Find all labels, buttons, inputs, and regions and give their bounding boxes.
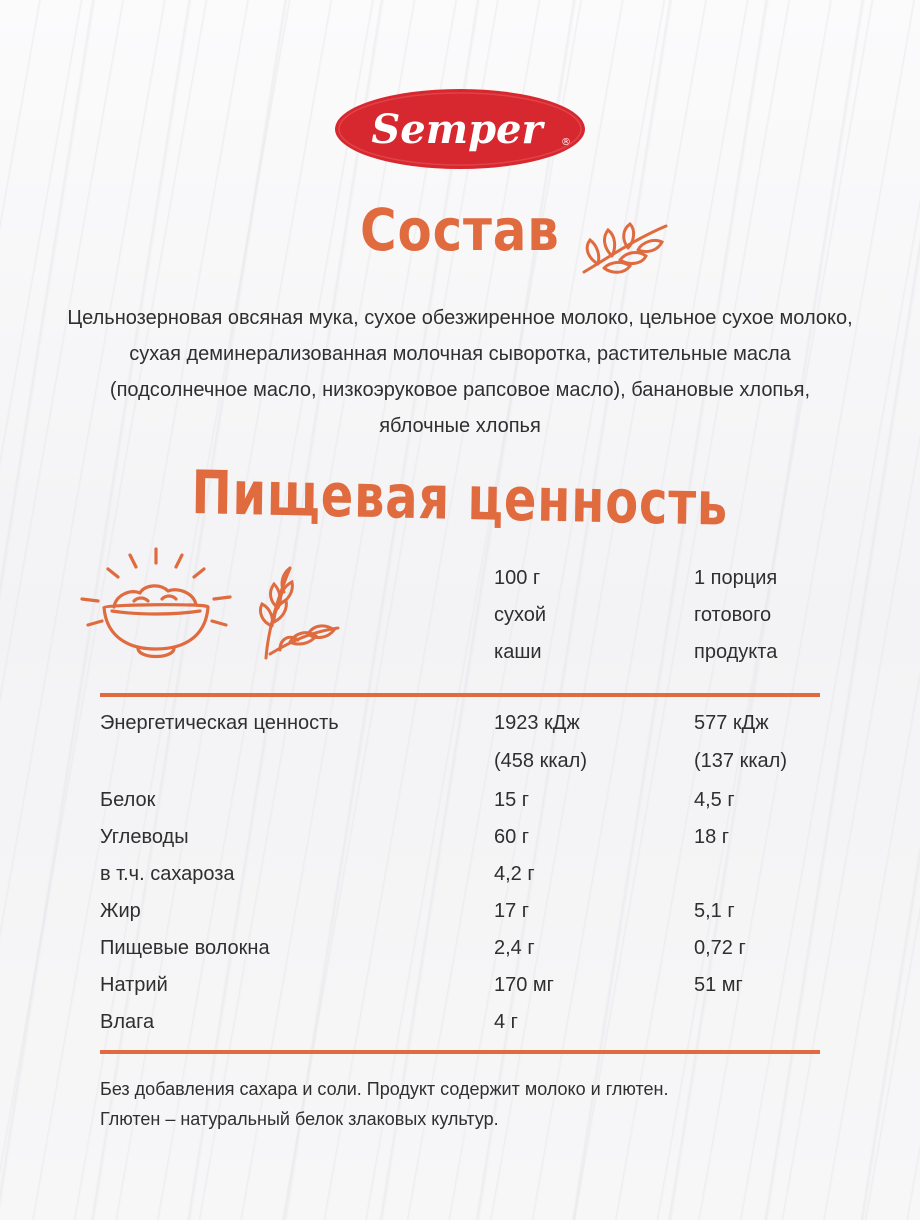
nutrient-value-dry: 4 г <box>494 1011 518 1033</box>
nutrient-value-portion: 51 мг <box>694 974 743 996</box>
nutrient-name: Жир <box>100 900 141 922</box>
column-header-line: 100 г <box>494 567 541 589</box>
nutrient-name: Пищевые волокна <box>100 937 270 959</box>
nutrient-name: в т.ч. сахароза <box>100 863 235 885</box>
table-divider-bottom <box>100 1050 820 1054</box>
wheat-icon <box>578 218 670 278</box>
ingredients-line: Цельнозерновая овсяная мука, сухое обезжиренное молоко, цельное сухое молоко, <box>67 307 853 329</box>
nutrient-value-portion: 18 г <box>694 826 730 848</box>
logo-text: Semper <box>371 106 543 153</box>
semper-logo <box>333 87 587 171</box>
nutrient-value-portion: 0,72 г <box>694 937 746 959</box>
value-line: 577 кДж <box>694 712 769 734</box>
column-header-line: готового <box>694 604 772 626</box>
column-header-line: продукта <box>694 641 778 663</box>
nutrition-title: Пищевая ценность <box>191 458 729 540</box>
footnote-line: Глютен – натуральный белок злаковых культур. <box>100 1109 499 1129</box>
nutrient-value-dry <box>494 712 587 787</box>
nutrient-name: Энергетическая ценность <box>100 712 339 734</box>
column-header-line: каши <box>494 641 542 663</box>
nutrient-value-dry: 170 мг <box>494 974 554 996</box>
ingredients-line: (подсолнечное масло, низкоэруковое рапсовое масло), банановые хлопья, <box>109 379 811 401</box>
column-header-line: сухой <box>494 604 547 626</box>
wheat-icon <box>250 562 342 662</box>
value-line: 1923 кДж <box>494 712 580 734</box>
nutrient-value-dry: 17 г <box>494 900 530 922</box>
nutrient-value-dry: 4,2 г <box>494 863 535 885</box>
composition-title: Состав <box>360 196 560 264</box>
nutrient-value-dry: 60 г <box>494 826 530 848</box>
ingredients-line: яблочные хлопья <box>379 415 541 437</box>
footnote-line: Без добавления сахара и соли. Продукт содержит молоко и глютен. <box>100 1079 669 1099</box>
column-header-portion <box>694 560 777 671</box>
porridge-bowl-icon <box>78 545 238 670</box>
registered-mark: ® <box>561 137 571 148</box>
column-header-line: 1 порция <box>694 567 778 589</box>
nutrient-name: Влага <box>100 1011 155 1033</box>
nutrient-value-dry: 2,4 г <box>494 937 535 959</box>
ingredients-text <box>40 300 880 444</box>
value-line: (137 ккал) <box>694 750 787 772</box>
nutrient-value-portion: 5,1 г <box>694 900 735 922</box>
nutrient-value-dry: 15 г <box>494 789 530 811</box>
nutrient-value-portion <box>694 712 787 787</box>
nutrient-name: Натрий <box>100 974 168 996</box>
footnote <box>100 1074 668 1134</box>
nutrient-name: Белок <box>100 789 156 811</box>
nutrient-value-portion: 4,5 г <box>694 789 735 811</box>
table-divider-top <box>100 693 820 697</box>
column-header-dry <box>494 560 546 671</box>
value-line: (458 ккал) <box>494 750 587 772</box>
nutrient-name: Углеводы <box>100 826 189 848</box>
ingredients-line: сухая деминерализованная молочная сыворотка, растительные масла <box>129 343 791 365</box>
